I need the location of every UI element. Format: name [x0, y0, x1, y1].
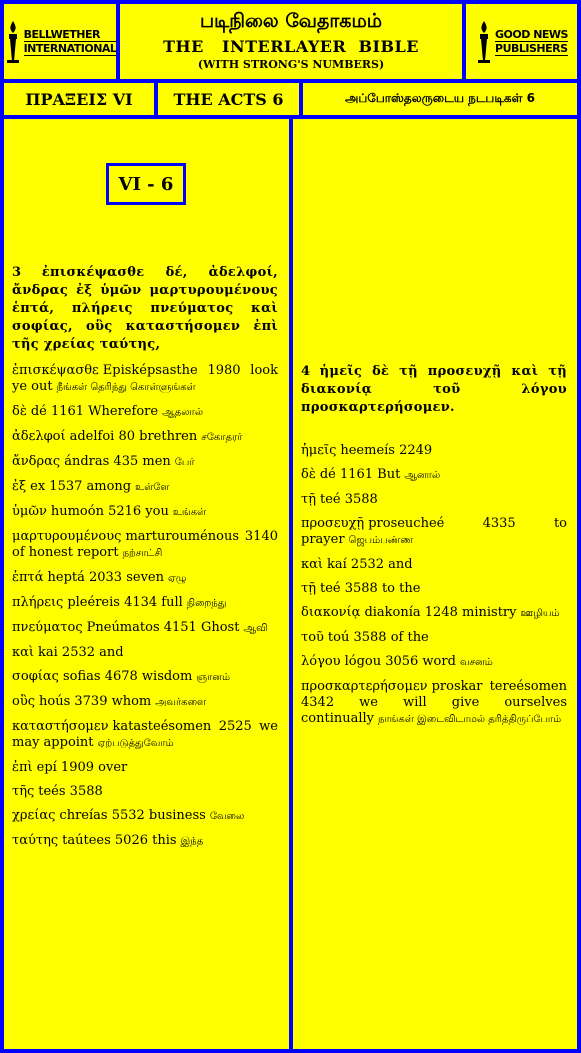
interlinear-entry [301, 630, 567, 646]
interlinear-entry [301, 557, 567, 573]
left-interlinear-list [12, 363, 278, 858]
entry-tamil: நாங்கள் இடைவிடாமல் தரித்திருப்போம் [378, 714, 562, 725]
right-logo-line2: PUBLISHERS [495, 41, 568, 55]
torch-icon [475, 19, 493, 65]
interlinear-entry [12, 404, 278, 421]
entry-gloss: taútees 5026 this [62, 833, 177, 848]
interlinear-entry [12, 479, 278, 496]
interlinear-entry [12, 529, 278, 562]
entry-tamil: நற்சாட்சி [122, 548, 163, 559]
entry-gloss: heemeís 2249 [340, 443, 433, 458]
interlinear-entry [12, 570, 278, 587]
entry-greek: σοφίας [12, 669, 59, 684]
verse-number: 3 [12, 265, 22, 280]
entry-gloss: katasteésomen 2525 we may appoint [12, 719, 278, 750]
interlinear-entry [301, 467, 567, 484]
right-logo-line1: GOOD NEWS [495, 27, 568, 41]
left-logo-line2: INTERNATIONAL [23, 41, 116, 55]
book-english: THE ACTS 6 [158, 83, 299, 115]
entry-greek: ἐπισκέψασθε [12, 363, 99, 378]
entry-greek: τῆς [12, 784, 35, 799]
interlinear-entry [12, 504, 278, 521]
title-panel [120, 4, 462, 79]
entry-tamil: இந்த [180, 836, 204, 847]
interlinear-entry [301, 605, 567, 622]
entry-gloss: chreías 5532 business [59, 808, 206, 823]
entry-gloss: proseucheé 4335 to prayer [301, 516, 567, 547]
entry-gloss: lógou 3056 word [344, 654, 456, 669]
entry-gloss: teés 3588 [38, 784, 103, 799]
entry-greek: τοῦ [301, 630, 324, 645]
entry-greek: ἀδελφοί [12, 429, 66, 444]
entry-greek: καὶ [301, 557, 324, 572]
entry-tamil: உங்கள் [172, 507, 207, 518]
right-interlinear-list [301, 443, 567, 736]
entry-tamil: உள்ளே [135, 482, 170, 493]
entry-gloss: heptá 2033 seven [47, 570, 164, 585]
torch-icon [4, 19, 22, 65]
interlinear-entry [301, 443, 567, 459]
entry-greek: ἐξ [12, 479, 27, 494]
entry-gloss: kaí 2532 and [327, 557, 413, 572]
book-tamil: அப்போஸ்தலருடைய நடபடிகள் 6 [303, 83, 577, 115]
entry-greek: ἡμεῖς [301, 443, 337, 458]
interlinear-entry [301, 516, 567, 549]
entry-greek: ἑπτά [12, 570, 44, 585]
entry-greek: ταύτης [12, 833, 59, 848]
entry-gloss: humoón 5216 you [50, 504, 169, 519]
entry-tamil: வேலை [209, 811, 245, 822]
entry-gloss: diakonía 1248 ministry [364, 605, 517, 620]
goodnews-logo [466, 4, 577, 79]
entry-gloss: epí 1909 over [36, 760, 128, 775]
entry-gloss: Pneúmatos 4151 Ghost [86, 620, 240, 635]
chapter-label: VI - 6 [106, 163, 186, 205]
entry-tamil: ஆதலால் [162, 407, 204, 418]
interlinear-entry [301, 581, 567, 597]
entry-tamil: ஏற்படுத்துவோம் [97, 738, 174, 749]
entry-greek: τῇ [301, 492, 316, 507]
interlinear-entry [12, 719, 278, 752]
entry-tamil: அவர்களை [155, 697, 207, 708]
interlinear-entry [12, 784, 278, 800]
entry-tamil: ஏழு [168, 573, 187, 584]
verse-3-greek [12, 264, 278, 354]
entry-gloss: marturouménous 3140 of honest report [12, 529, 278, 560]
entry-tamil: ஜெபம்பண்ண [348, 535, 414, 546]
entry-gloss: adelfoi 80 brethren [69, 429, 198, 444]
entry-tamil: ஆனால் [404, 470, 441, 481]
entry-gloss: proskar tereésomen 4342 we will give ourselves continually [301, 679, 567, 726]
entry-gloss: toú 3588 of the [327, 630, 429, 645]
interlinear-entry [301, 654, 567, 671]
entry-gloss: pleéreis 4134 full [67, 595, 183, 610]
interlinear-entry [12, 808, 278, 825]
book-greek: ΠΡΑΞΕΙΣ VI [4, 83, 154, 115]
interlinear-entry [12, 595, 278, 612]
verse-number: 4 [301, 364, 311, 379]
interlinear-entry [301, 679, 567, 728]
entry-tamil: நிறைந்து [186, 598, 227, 609]
entry-greek: λόγου [301, 654, 341, 669]
entry-greek: καταστήσομεν [12, 719, 109, 734]
entry-greek: τῇ [301, 581, 316, 596]
entry-gloss: teé 3588 [319, 492, 378, 507]
bellwether-logo [4, 4, 116, 79]
interlinear-entry [12, 760, 278, 776]
entry-gloss: kai 2532 and [38, 645, 124, 660]
interlinear-entry [12, 833, 278, 850]
title-tamil: படிநிலை வேதாகமம் [199, 10, 383, 32]
verse-text: ἐπισκέψασθε δέ, ἀδελφοί, ἄνδρας ἐξ ὑμῶν μαρτυρουμένους ἑπτά, πλήρεις πνεύματος καὶ σοφίας, οὓς καταστήσομεν ἐπὶ τῆς χρείας ταύτης, [12, 265, 278, 352]
left-logo-line1: BELLWETHER [24, 28, 116, 42]
entry-tamil: சகோதரர் [201, 432, 243, 443]
entry-gloss: dé 1161 But [319, 467, 401, 482]
entry-tamil: ஞானம் [196, 672, 231, 683]
entry-greek: δὲ [12, 404, 27, 419]
title-english: THE INTERLAYER BIBLE [163, 37, 419, 56]
entry-greek: ἄνδρας [12, 454, 61, 469]
entry-greek: μαρτυρουμένους [12, 529, 122, 544]
entry-tamil: ஆவி [243, 623, 268, 634]
entry-greek: οὓς [12, 694, 36, 709]
interlinear-entry [12, 669, 278, 686]
entry-tamil: பேர் [174, 457, 195, 468]
entry-tamil: ஊழியம் [520, 608, 560, 619]
entry-gloss: ex 1537 among [30, 479, 132, 494]
entry-greek: προσευχῇ [301, 516, 365, 531]
interlinear-entry [12, 429, 278, 446]
entry-greek: χρείας [12, 808, 56, 823]
entry-greek: πλήρεις [12, 595, 64, 610]
entry-gloss: dé 1161 Wherefore [30, 404, 159, 419]
verse-text: ἡμεῖς δὲ τῇ προσευχῇ καὶ τῇ διακονίᾳ τοῦ λόγου προσκαρτερήσομεν. [301, 364, 568, 415]
entry-tamil: வசனம் [459, 657, 493, 668]
entry-gloss: sofias 4678 wisdom [62, 669, 193, 684]
entry-greek: καὶ [12, 645, 35, 660]
entry-greek: διακονίᾳ [301, 605, 361, 620]
entry-greek: πνεύματος [12, 620, 83, 635]
interlinear-entry [12, 363, 278, 396]
entry-greek: ἐπὶ [12, 760, 33, 775]
verse-4-greek [301, 363, 567, 417]
entry-gloss: Episképsasthe 1980 look ye out [12, 363, 278, 394]
entry-gloss: ándras 435 men [64, 454, 171, 469]
interlinear-entry [12, 454, 278, 471]
title-subtitle: (WITH STRONG'S NUMBERS) [197, 58, 385, 71]
entry-tamil: நீங்கள் தெரிந்து கொள்ளுங்கள் [56, 382, 196, 393]
entry-gloss: hoús 3739 whom [39, 694, 152, 709]
entry-greek: ὑμῶν [12, 504, 47, 519]
entry-greek: δὲ [301, 467, 316, 482]
entry-gloss: teé 3588 to the [319, 581, 421, 596]
interlinear-entry [301, 492, 567, 508]
interlinear-entry [12, 620, 278, 637]
entry-greek: προσκαρτερήσομεν [301, 679, 428, 694]
interlinear-entry [12, 645, 278, 661]
interlinear-entry [12, 694, 278, 711]
